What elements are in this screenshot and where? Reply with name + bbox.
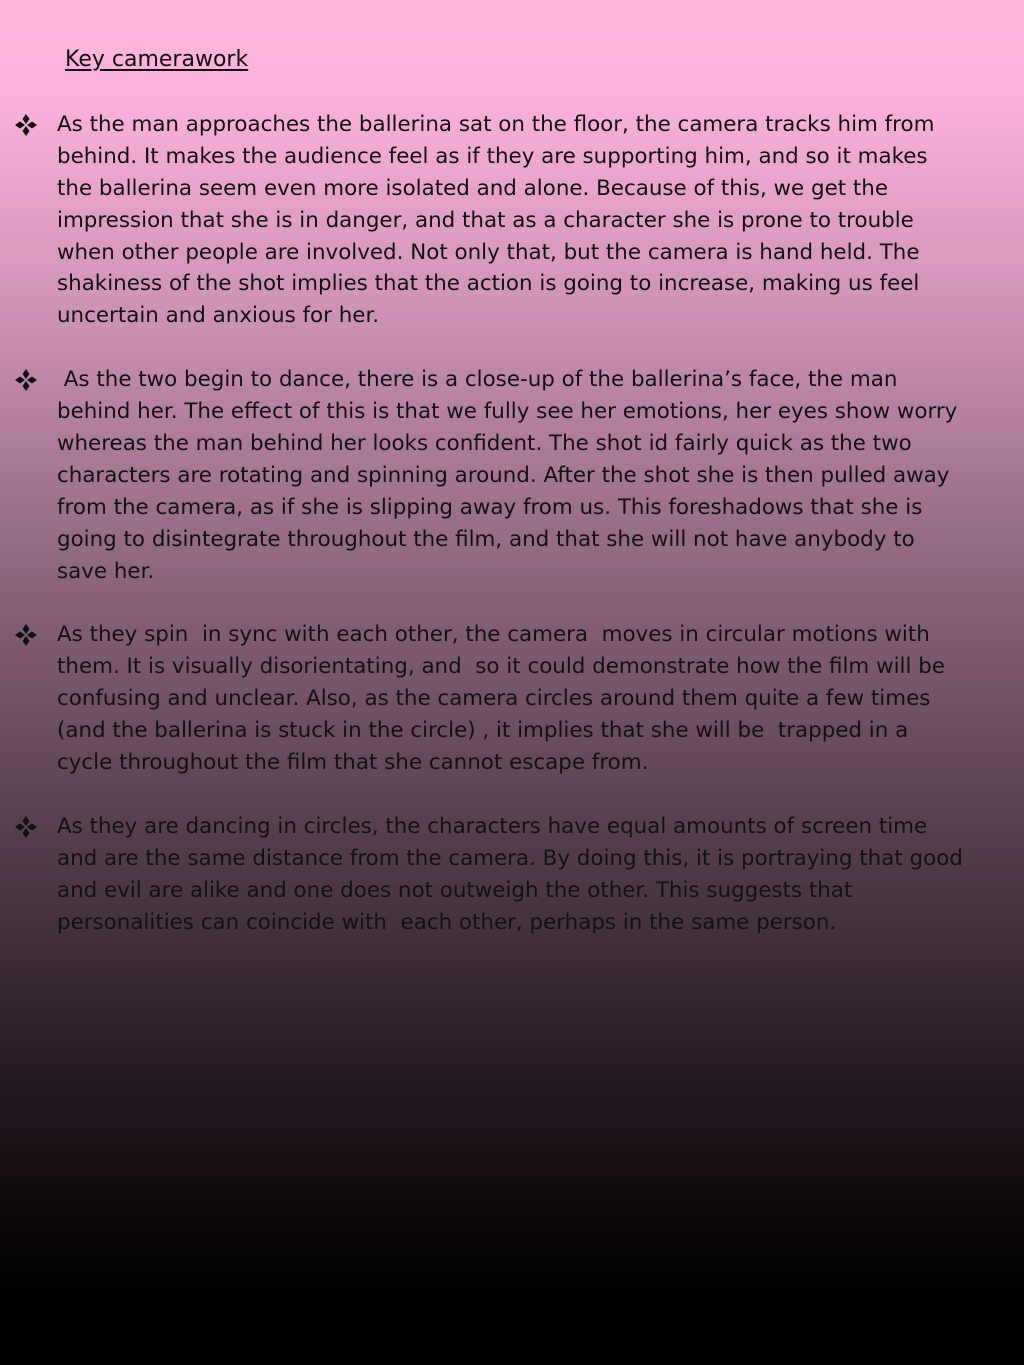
bullet-text-line: cycle throughout the film that she cannot escape from. (57, 750, 649, 776)
bullet-text-line: and are the same distance from the camera. By doing this, it is portraying that good (57, 845, 963, 871)
bullet-item (0, 109, 1024, 332)
bullet-text-line: save her. (57, 558, 155, 584)
slide-heading: Key camerawork (65, 47, 249, 72)
bullet-text-line: As the man approaches the ballerina sat on the floor, the camera tracks him from (57, 112, 935, 137)
bullet-text-line: As they are dancing in circles, the characters have equal amounts of screen time (57, 813, 928, 839)
bullet-text-line: As the two begin to dance, there is a close-up of the ballerina’s face, the man (57, 367, 898, 393)
bullet-item (0, 811, 1024, 939)
bullet-text-line: whereas the man behind her looks confident. The shot id fairly quick as the two (57, 431, 912, 457)
bullet-text-line: characters are rotating and spinning around. After the shot she is then pulled away (57, 462, 950, 488)
bullet-item (0, 619, 1024, 778)
bullet-text-line: uncertain and anxious for her. (57, 303, 380, 329)
bullet-text-line: when other people are involved. Not only that, but the camera is hand held. The (57, 239, 920, 265)
bullet-text-line: them. It is visually disorientating, and so it could demonstrate how the film will be (57, 654, 945, 680)
bullet-text-line: from the camera, as if she is slipping away from us. This foreshadows that she is (57, 494, 923, 520)
four-diamond-bullet-icon (14, 113, 38, 137)
bullet-text-line: personalities can coincide with each other, perhaps in the same person. (57, 909, 837, 935)
four-diamond-bullet-icon (14, 368, 38, 392)
bullet-list (0, 109, 1024, 970)
bullet-text-line: As they spin in sync with each other, the camera moves in circular motions with (57, 622, 930, 648)
bullet-text-line: behind. It makes the audience feel as if they are supporting him, and so it makes (57, 143, 928, 169)
bullet-text-line: behind her. The effect of this is that we fully see her emotions, her eyes show worry (57, 399, 958, 425)
bullet-text-line: (and the ballerina is stuck in the circle) , it implies that she will be trapped in a (57, 718, 909, 744)
bullet-text-line: and evil are alike and one does not outweigh the other. This suggests that (57, 877, 853, 903)
four-diamond-bullet-icon (14, 623, 38, 647)
bullet-text-line: impression that she is in danger, and that as a character she is prone to trouble (57, 207, 914, 233)
bullet-text-line: shakiness of the shot implies that the action is going to increase, making us feel (57, 271, 920, 297)
four-diamond-bullet-icon (14, 815, 38, 839)
bullet-text-line: confusing and unclear. Also, as the camera circles around them quite a few times (57, 686, 931, 712)
bullet-item (0, 364, 1024, 587)
bullet-text-line: going to disintegrate throughout the film, and that she will not have anybody to (57, 526, 915, 552)
bullet-text-line: the ballerina seem even more isolated and alone. Because of this, we get the (57, 175, 889, 201)
